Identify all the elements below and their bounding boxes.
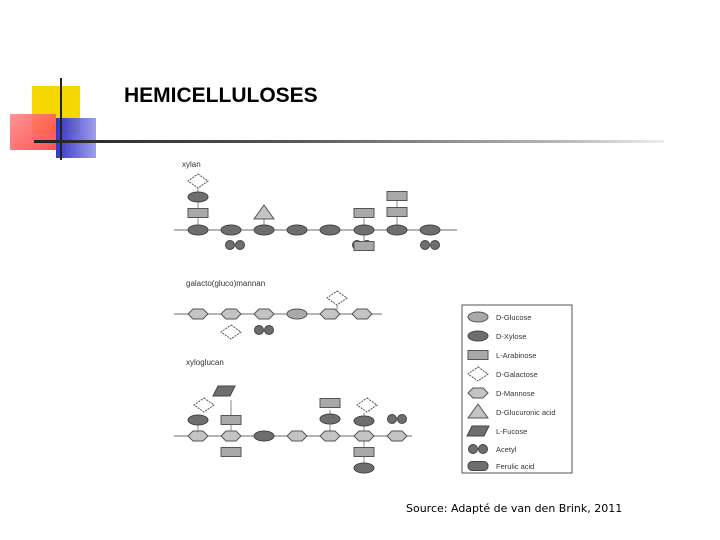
legend-item-l-fucose — [467, 426, 527, 436]
panel-galactomannan — [174, 279, 382, 339]
legend-label: L-Arabinose — [496, 351, 537, 360]
deco-red-square — [10, 114, 56, 150]
legend-item-d-xylose — [468, 331, 526, 341]
panel-label: xylan — [182, 160, 201, 169]
slide-title: HEMICELLULOSES — [124, 84, 318, 107]
legend-item-d-galactose — [468, 367, 538, 381]
legend-item-l-arabinose — [468, 351, 536, 361]
legend-label: D-Glucose — [496, 313, 532, 322]
legend-item-ferulic-acid — [468, 462, 534, 472]
legend-label: Ferulic acid — [496, 462, 535, 471]
source-citation: Source: Adapté de van den Brink, 2011 — [406, 502, 623, 515]
legend-item-d-glucose — [468, 312, 531, 322]
legend-label: L-Fucose — [496, 427, 528, 436]
legend-label: D-Xylose — [496, 332, 527, 341]
panel-label: galacto(gluco)mannan — [186, 279, 266, 288]
panel-xyloglucan — [174, 358, 412, 473]
legend-label: D-Glucuronic acid — [496, 408, 556, 417]
legend-label: Acetyl — [496, 445, 517, 454]
legend-item-d-mannose — [468, 388, 535, 398]
deco-vertical-line — [60, 78, 62, 160]
panel-xylan — [174, 160, 457, 251]
deco-blue-square — [56, 118, 96, 158]
legend — [462, 305, 572, 473]
title-underline — [34, 140, 664, 143]
panel-label: xyloglucan — [186, 358, 224, 367]
hemicellulose-structures-diagram — [172, 155, 574, 475]
legend-label: D-Galactose — [496, 370, 538, 379]
legend-label: D-Mannose — [496, 389, 535, 398]
